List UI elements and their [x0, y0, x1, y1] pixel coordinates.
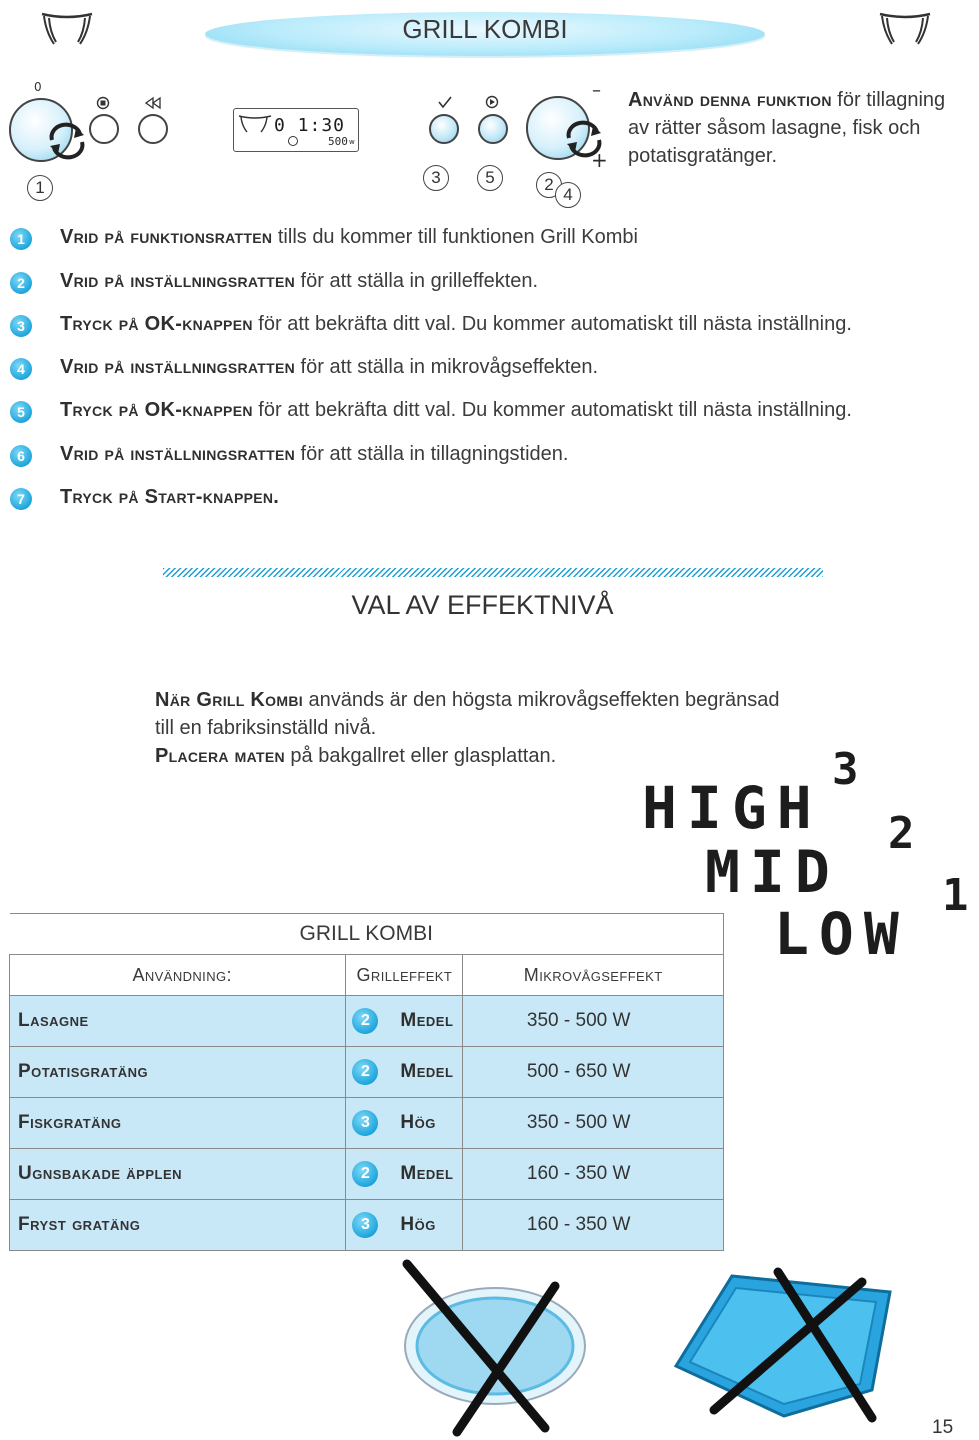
note-lead-2: Placera maten	[155, 745, 285, 767]
table-row	[10, 1149, 724, 1200]
step-number: 5	[10, 401, 32, 423]
usage-cell: Ugnsbakade äpplen	[10, 1149, 346, 1200]
step-lead: Tryck på Start-knappen.	[60, 486, 280, 508]
grill-number: 2	[352, 1008, 378, 1034]
step-number: 4	[10, 358, 32, 380]
grill-number: 2	[352, 1059, 378, 1085]
micro-cell: 500 - 650 W	[463, 1047, 724, 1098]
table-row	[10, 1098, 724, 1149]
lcd-display	[233, 108, 359, 152]
intro-rest: för tillagning av rätter såsom lasagne, fisk och potatisgratänger.	[628, 89, 946, 167]
micro-cell: 350 - 500 W	[463, 996, 724, 1047]
level-high-number: 3	[832, 744, 869, 795]
panel-label-2: 2	[536, 172, 562, 198]
table-title: GRILL KOMBI	[299, 922, 433, 945]
usage-cell: Potatisgratäng	[10, 1047, 346, 1098]
table-row	[10, 996, 724, 1047]
grill-level: Hög	[400, 1112, 436, 1133]
step-number: 7	[10, 488, 32, 510]
lcd-time: 0 1:30	[274, 115, 346, 136]
step-rest: tills du kommer till funktionen Grill Kombi	[272, 226, 638, 248]
step-rest: för att ställa in tillagningstiden.	[295, 443, 569, 465]
page-number: 15	[932, 1417, 954, 1438]
panel-label-5: 5	[477, 165, 503, 191]
level-mid-number: 2	[888, 808, 925, 859]
minus-sign: –	[592, 80, 601, 101]
rewind-icon	[144, 96, 162, 110]
plus-sign: +	[591, 148, 608, 172]
play-icon	[485, 95, 499, 109]
micro-cell: 160 - 350 W	[463, 1200, 724, 1251]
panel-label-4: 4	[555, 182, 581, 208]
step-rest: för att ställa in mikrovågseffekten.	[295, 356, 599, 378]
step-lead: Vrid på funktionsratten	[60, 226, 273, 248]
stop-icon	[96, 96, 110, 110]
table-header-row	[10, 955, 724, 996]
note-rest-2: på bakgallret eller glasplattan.	[284, 745, 557, 767]
step-lead: Vrid på inställningsratten	[60, 443, 295, 465]
step-rest: för att ställa in grilleffekten.	[295, 270, 539, 292]
crossed-plate-icon	[395, 1256, 595, 1436]
curtain-icon-right	[878, 10, 932, 50]
step-rest: för att bekräfta ditt val. Du kommer automatiskt till nästa inställning.	[252, 313, 852, 335]
usage-cell: Fiskgratäng	[10, 1098, 346, 1149]
step-rest: för att bekräfta ditt val. Du kommer automatiskt till nästa inställning.	[252, 399, 852, 421]
step-number: 1	[10, 228, 32, 250]
page-title: GRILL KOMBI	[402, 14, 568, 44]
power-note	[155, 686, 795, 770]
start-button[interactable]	[478, 114, 508, 144]
step-number: 2	[10, 272, 32, 294]
level-low: LOW	[774, 900, 909, 968]
note-lead-1: När Grill Kombi	[155, 689, 303, 711]
intro-text	[628, 86, 953, 170]
step-lead: Vrid på inställningsratten	[60, 356, 295, 378]
section-title: VAL AV EFFEKTNIVÅ	[351, 590, 614, 620]
step-number: 6	[10, 445, 32, 467]
crossed-tray-icon	[672, 1270, 898, 1420]
level-high: HIGH	[642, 774, 822, 842]
table-row	[10, 1200, 724, 1251]
step-lead: Tryck på OK-knappen	[60, 399, 253, 421]
panel-label-3: 3	[423, 165, 449, 191]
lcd-power: 500	[328, 135, 348, 148]
step-number: 3	[10, 315, 32, 337]
rotate-arrows-icon	[46, 122, 88, 158]
ok-button[interactable]	[429, 114, 459, 144]
header-usage: Användning:	[132, 964, 232, 985]
usage-cell: Lasagne	[10, 996, 346, 1047]
intro-lead: Använd denna funktion	[628, 89, 832, 111]
section-divider	[163, 568, 823, 577]
grill-curtain-icon	[238, 113, 272, 135]
panel-label-1: 1	[27, 175, 53, 201]
stop-button[interactable]	[89, 114, 119, 144]
dial-zero-mark: 0	[34, 80, 42, 94]
settings-table	[9, 913, 724, 1251]
grill-number: 3	[352, 1212, 378, 1238]
grill-level: Medel	[400, 1010, 454, 1031]
step-lead: Tryck på OK-knappen	[60, 313, 253, 335]
back-button[interactable]	[138, 114, 168, 144]
level-low-number: 1	[942, 870, 979, 921]
level-mid: MID	[705, 838, 840, 906]
grill-level: Medel	[400, 1061, 454, 1082]
grill-level: Medel	[400, 1163, 454, 1184]
step-lead: Vrid på inställningsratten	[60, 270, 295, 292]
micro-cell: 160 - 350 W	[463, 1149, 724, 1200]
check-icon	[437, 95, 453, 109]
header-micro: Mikrovågseffekt	[523, 964, 663, 985]
curtain-icon-left	[40, 10, 94, 50]
clock-icon	[288, 136, 298, 146]
grill-number: 2	[352, 1161, 378, 1187]
header-grill: Grilleffekt	[356, 964, 453, 985]
table-row	[10, 1047, 724, 1098]
grill-level: Hög	[400, 1214, 436, 1235]
usage-cell: Fryst gratäng	[10, 1200, 346, 1251]
lcd-power-unit: w	[349, 138, 355, 146]
table-title-row	[10, 914, 724, 955]
micro-cell: 350 - 500 W	[463, 1098, 724, 1149]
grill-number: 3	[352, 1110, 378, 1136]
note-rest-1: används är den högsta mikrovågseffekten begränsad till en fabriksinställd nivå.	[155, 689, 780, 739]
